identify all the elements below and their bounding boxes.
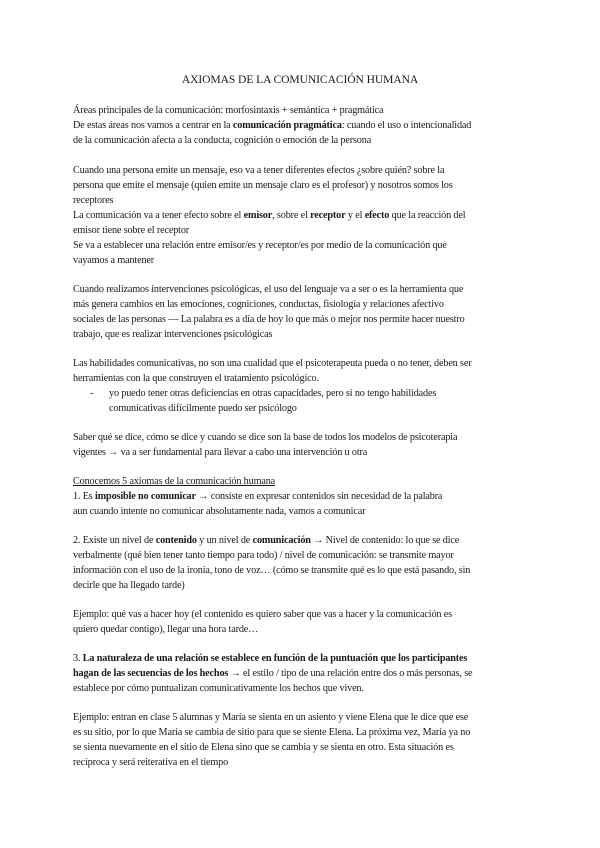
text-run: y un nivel de xyxy=(196,535,253,546)
text-line: decirle que ha llegado tarde) xyxy=(73,580,185,591)
bold-term: efecto xyxy=(364,210,390,221)
text-line: Cuando realizamos intervenciones psicológicas, el uso del lenguaje va a ser o es la herramienta que xyxy=(73,284,464,295)
text-line xyxy=(73,666,472,681)
text-run: y el xyxy=(345,210,365,221)
text-run: → el estilo / tipo de una relación entre dos o más personas, se xyxy=(228,668,473,679)
text-line: establece por cómo puntualizan comunicativamente los hechos que viven. xyxy=(73,683,364,694)
text-line: se sienta nuevamente en el sitio de Elena sino que se cambia y se sienta en otro. Esta situación es xyxy=(73,742,454,753)
text-line: información con el uso de la ironía, tono de voz… (cómo se transmite qué es lo que está pasando, sin xyxy=(73,565,471,576)
page-title: AXIOMAS DE LA COMUNICACIÓN HUMANA xyxy=(181,73,419,86)
text-line xyxy=(73,533,459,548)
text-line: persona que emite el mensaje (quien emite un mensaje claro es el profesor) y nosotros somos los xyxy=(73,180,453,191)
text-line: vayamos a mantener xyxy=(73,255,155,266)
text-line xyxy=(73,651,467,666)
bold-term: hagan de las secuencias de los hechos xyxy=(73,668,229,679)
text-line: verbalmente (qué bien tener tanto tiempo para todo) / nivel de comunicación: se transmite mayor xyxy=(73,550,454,561)
list-item: comunicativas difícilmente puedo ser psicólogo xyxy=(109,403,297,414)
text-run: que la reacción del xyxy=(389,210,466,221)
list-bullet: - xyxy=(90,388,94,399)
text-line xyxy=(73,118,471,133)
text-line xyxy=(73,489,442,504)
text-line: más genera cambios en las emociones, cogniciones, conductas, fisiología y relaciones afectivo xyxy=(73,299,444,310)
bold-term: contenido xyxy=(155,535,197,546)
text-line: sociales de las personas — La palabra es a día de hoy lo que más o mejor nos permite hacer nuestro xyxy=(73,314,465,325)
text-line: de la comunicación afecta a la conducta, cognición o emoción de la persona xyxy=(73,135,372,146)
text-run: De estas áreas nos vamos a centrar en la xyxy=(73,120,233,131)
text-line: Se va a establecer una relación entre emisor/es y receptor/es por medio de la comunicación que xyxy=(73,240,447,251)
text-line: recíproca y será reiterativa en el tiempo xyxy=(73,757,229,768)
text-run: → Nivel de contenido: lo que se dice xyxy=(310,535,460,546)
text-run: , sobre el xyxy=(272,210,311,221)
text-line: Las habilidades comunicativas, no son una cualidad que el psicoterapeuta pueda o no tener, deben ser xyxy=(73,358,472,369)
text-line: emisor tiene sobre el receptor xyxy=(73,225,189,236)
text-run: 2. Existe un nivel de xyxy=(73,535,156,546)
text-line: aun cuando intente no comunicar absolutamente nada, vamos a comunicar xyxy=(73,506,366,517)
text-run: La comunicación va a tener efecto sobre el xyxy=(73,210,244,221)
bold-term: La naturaleza de una relación se establece en función de la puntuación que los participantes xyxy=(82,653,468,664)
text-line xyxy=(73,208,465,223)
bold-term: comunicación xyxy=(252,535,311,546)
text-run: 1. Es xyxy=(73,491,96,502)
text-line: receptores xyxy=(73,195,114,206)
text-run: : cuando el uso o intencionalidad xyxy=(341,120,472,131)
list-item: yo puedo tener otras deficiencias en otras capacidades, pero si no tengo habilidades xyxy=(109,388,437,399)
text-run: 3. xyxy=(73,653,83,664)
text-line: Ejemplo: entran en clase 5 alumnas y María se sienta en un asiento y viene Elena que le dice que ese xyxy=(73,712,469,723)
section-heading xyxy=(73,474,275,489)
bold-term: comunicación pragmática xyxy=(232,120,342,131)
text-run: → consiste en expresar contenidos sin necesidad de la palabra xyxy=(195,491,443,502)
text-line: es su sitio, por lo que María se cambia de sitio para que se siente Elena. La próxima vez, María ya no xyxy=(73,727,471,738)
underlined-heading: Conocemos 5 axiomas de la comunicación humana xyxy=(73,476,276,487)
text-line: Áreas principales de la comunicación: morfosintaxis + semántica + pragmática xyxy=(73,105,384,116)
bold-term: imposible no comunicar xyxy=(95,491,196,502)
text-line: Saber qué se dice, cómo se dice y cuando se dice son la base de todos los modelos de psicoterapia xyxy=(73,432,458,443)
text-line: quiero quedar contigo), llegar una hora tarde… xyxy=(73,624,259,635)
bold-term: receptor xyxy=(310,210,346,221)
text-line: vigentes → va a ser fundamental para llevar a cabo una intervención u otra xyxy=(73,447,368,458)
text-line: Cuando una persona emite un mensaje, eso va a tener diferentes efectos ¿sobre quién? sobre la xyxy=(73,165,445,176)
text-line: herramientas con la que construyen el tratamiento psicológico. xyxy=(73,373,319,384)
text-line: Ejemplo: qué vas a hacer hoy (el contenido es quiero saber que vas a hacer y la comunicación es xyxy=(73,609,452,620)
bold-term: emisor xyxy=(243,210,273,221)
text-line: trabajo, que es realizar intervenciones psicológicas xyxy=(73,329,273,340)
